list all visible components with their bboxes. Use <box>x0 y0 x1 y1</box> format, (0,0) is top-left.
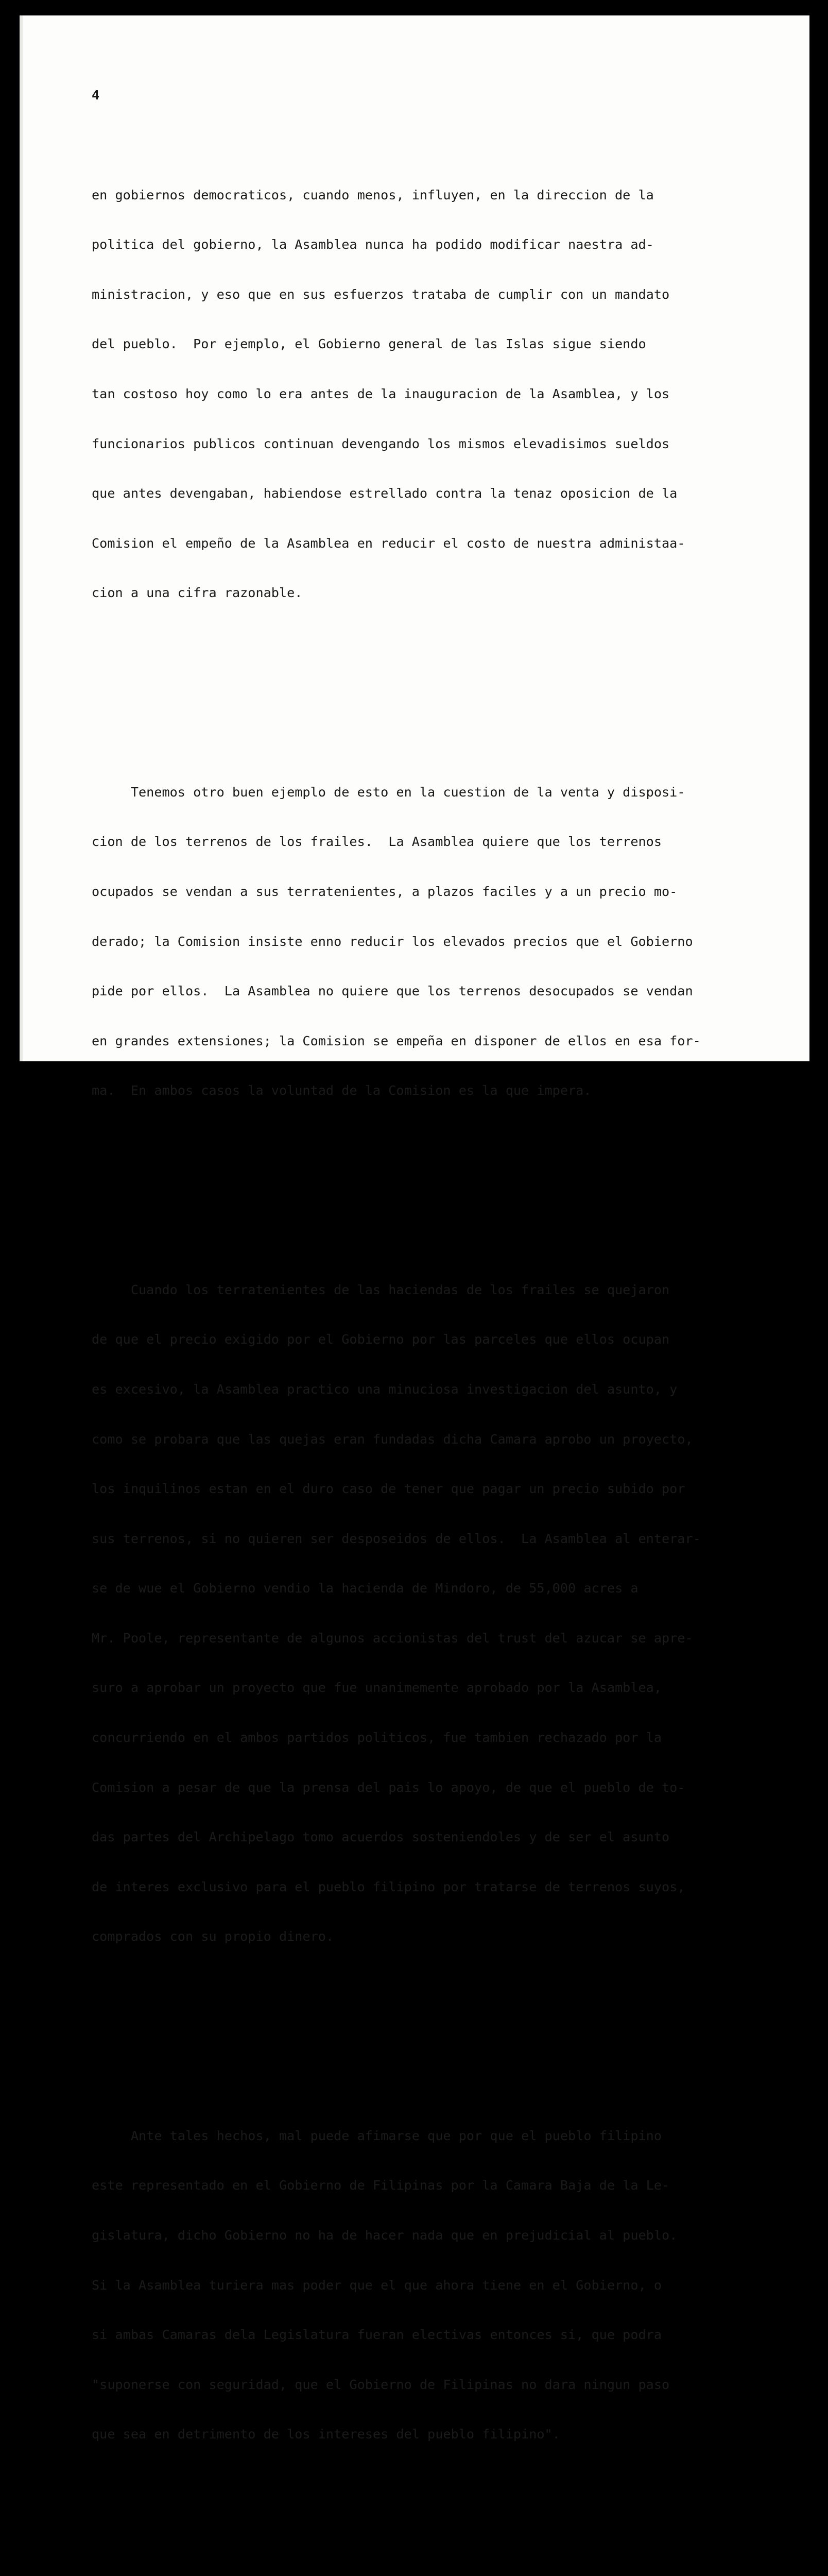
text-line: Mr. Poole, representante de algunos accionistas del trust del azucar se apre- <box>92 1630 693 1646</box>
paragraph-gap <box>92 2028 761 2045</box>
text-line: se de wue el Gobierno vendio la hacienda de Mindoro, de 55,000 acres a <box>92 1581 639 1596</box>
text-line: sus terrenos, si no quieren ser desposeidos de ellos. La Asamblea al enterar- <box>92 1531 701 1546</box>
text-line: tan costoso hoy como lo era antes de la inauguracion de la Asamblea, y los <box>92 386 670 401</box>
text-line: concurriendo en el ambos partidos politicos, fue tambien rechazado por la <box>92 1730 662 1745</box>
text-line: ocupados se vendan a sus terratenientes, a plazos faciles y a un precio mo- <box>92 884 678 899</box>
paragraph-3 <box>92 1248 761 1978</box>
paragraph-1 <box>92 154 761 635</box>
text-line: ma. En ambos casos la voluntad de la Comision es la que impera. <box>92 1083 592 1098</box>
text-line: Cuando los terratenientes de las haciendas de los frailes se quejaron <box>92 1282 670 1297</box>
text-line: Tenemos otro buen ejemplo de esto en la cuestion de la venta y disposi- <box>92 784 685 800</box>
text-line: "suponerse con seguridad, que el Gobierno de Filipinas no dara ningun paso <box>92 2377 670 2392</box>
page-edge <box>20 15 23 1061</box>
text-line: Si la Asamblea turiera mas poder que el que ahora tiene en el Gobierno, o <box>92 2277 662 2293</box>
paragraph-2 <box>92 751 761 1132</box>
text-line: Comision a pesar de que la prensa del pais lo apoyo, de que el pueblo de to- <box>92 1780 685 1795</box>
text-line: suro a aprobar un proyecto que fue unanimemente aprobado por la Asamblea, <box>92 1680 662 1696</box>
text-line: que sea en detrimento de los intereses del pueblo filipino". <box>92 2427 560 2442</box>
page-number: 4 <box>92 88 100 103</box>
text-line: Comision el empeño de la Asamblea en reducir el costo de nuestra administaa- <box>92 535 685 551</box>
text-line: cion a una cifra razonable. <box>92 585 303 601</box>
text-line: del pueblo. Por ejemplo, el Gobierno general de las Islas sigue siendo <box>92 336 646 352</box>
paragraph-4 <box>92 2094 761 2476</box>
text-line: das partes del Archipelago tomo acuerdos sosteniendoles y de ser el asunto <box>92 1829 670 1845</box>
text-line: si ambas Camaras dela Legislatura fueran electivas entonces si, que podra <box>92 2327 662 2343</box>
text-line: ministracion, y eso que en sus esfuerzos trataba de cumplir con un mandato <box>92 286 670 302</box>
text-line: comprados con su propio dinero. <box>92 1929 334 1944</box>
text-line: gislatura, dicho Gobierno no ha de hacer nada que en prejudicial al pueblo. <box>92 2228 678 2243</box>
text-line: este representado en el Gobierno de Filipinas por la Camara Baja de la Le- <box>92 2178 670 2193</box>
paragraph-gap <box>92 1182 761 1199</box>
text-line: pide por ellos. La Asamblea no quiere que los terrenos desocupados se vendan <box>92 984 693 999</box>
paragraph-gap <box>92 2526 761 2543</box>
text-line: en grandes extensiones; la Comision se empeña en disponer de ellos en esa for- <box>92 1033 701 1048</box>
text-line: que antes devengaban, habiendose estrellado contra la tenaz oposicion de la <box>92 486 678 501</box>
text-line: es excesivo, la Asamblea practico una minuciosa investigacion del asunto, y <box>92 1381 678 1397</box>
typewritten-text <box>92 54 761 2576</box>
text-line: de interes exclusivo para el pueblo filipino por tratarse de terrenos suyos, <box>92 1879 685 1894</box>
text-line: cion de los terrenos de los frailes. La Asamblea quiere que los terrenos <box>92 834 662 850</box>
text-line: en gobiernos democraticos, cuando menos, influyen, en la direccion de la <box>92 187 654 202</box>
text-line: funcionarios publicos continuan devengando los mismos elevadisimos sueldos <box>92 436 670 451</box>
paragraph-gap <box>92 685 761 701</box>
text-line: politica del gobierno, la Asamblea nunca ha podido modificar naestra ad- <box>92 237 654 252</box>
text-line: los inquilinos estan en el duro caso de tener que pagar un precio subido por <box>92 1481 685 1497</box>
text-line: como se probara que las quejas eran fundadas dicha Camara aprobo un proyecto, <box>92 1431 693 1447</box>
text-line: de que el precio exigido por el Gobierno por las parceles que ellos ocupan <box>92 1332 670 1347</box>
text-line: derado; la Comision insiste enno reducir los elevados precios que el Gobierno <box>92 934 693 949</box>
text-line: Ante tales hechos, mal puede afimarse que por que el pueblo filipino <box>92 2128 662 2143</box>
